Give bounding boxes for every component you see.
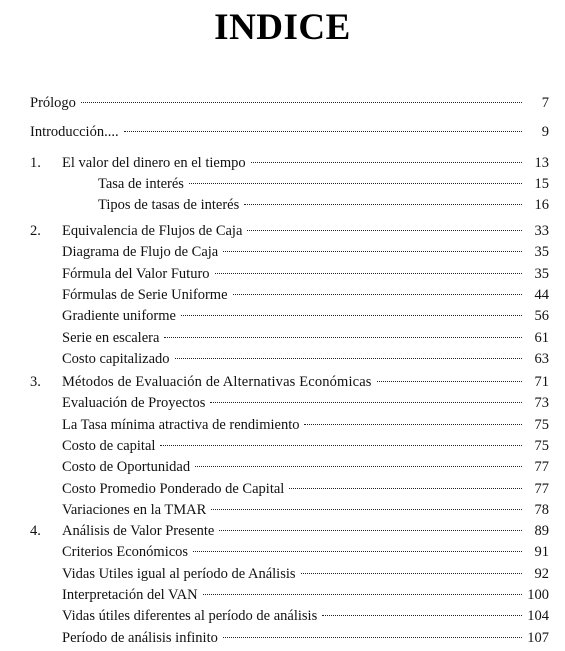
dot-leader: [203, 594, 522, 595]
dot-leader: [304, 424, 522, 425]
toc-entry: [62, 436, 549, 456]
toc-entry: [62, 328, 549, 348]
toc-entry-page: 77: [534, 459, 549, 476]
toc-entry-page: 56: [534, 308, 549, 325]
toc-entry: [62, 153, 549, 173]
toc-entry: [62, 221, 549, 241]
dot-leader: [244, 204, 522, 205]
toc-entry-page: 91: [534, 544, 549, 561]
chapter-number: 2.: [30, 223, 41, 239]
toc-entry-page: 35: [534, 244, 549, 261]
toc-entry-title: Variaciones en la TMAR: [62, 501, 207, 518]
toc-entry-page: 13: [534, 155, 549, 171]
toc-entry-page: 73: [534, 395, 549, 412]
dot-leader: [322, 615, 522, 616]
toc-entry: [62, 500, 549, 520]
dot-leader: [247, 230, 522, 231]
toc-entry: [62, 393, 549, 413]
toc-entry-page: 78: [534, 501, 549, 518]
dot-leader: [251, 162, 522, 163]
toc-entry-page: 33: [534, 223, 549, 239]
toc-entry: [62, 564, 549, 584]
toc-entry-title: Costo de capital: [62, 437, 156, 454]
toc-entry-title: Métodos de Evaluación de Alternativas Económicas: [62, 374, 372, 390]
toc-entry: [30, 93, 549, 113]
dot-leader: [81, 102, 522, 103]
dot-leader: [289, 488, 522, 489]
toc-entry-title: Diagrama de Flujo de Caja: [62, 244, 219, 261]
toc-entry-title: Evaluación de Proyectos: [62, 395, 206, 412]
toc-entry-page: 44: [534, 286, 549, 303]
toc-entry-page: 92: [534, 565, 549, 582]
toc-entry-title: Criterios Económicos: [62, 544, 189, 561]
toc-entry: [62, 606, 549, 626]
dot-leader: [189, 183, 522, 184]
dot-leader: [124, 131, 522, 132]
toc-entry: [62, 372, 549, 392]
dot-leader: [301, 573, 522, 574]
toc-entry-page: 107: [527, 629, 549, 646]
toc-entry-title: Fórmula del Valor Futuro: [62, 265, 210, 282]
toc-entry: [62, 628, 549, 648]
toc-entry-title: Vidas Utiles igual al período de Análisis: [62, 565, 296, 582]
toc-entry-title: Interpretación del VAN: [62, 586, 198, 603]
toc-entry-title: La Tasa mínima atractiva de rendimiento: [62, 416, 300, 433]
chapter-number: 1.: [30, 155, 41, 171]
toc-entry: [62, 542, 549, 562]
dot-leader: [215, 273, 522, 274]
dot-leader: [164, 337, 522, 338]
toc-entry-title: Serie en escalera: [62, 329, 160, 346]
chapter-number: 4.: [30, 523, 41, 539]
toc-entry-title: El valor del dinero en el tiempo: [62, 155, 246, 171]
toc-entry-title: Costo de Oportunidad: [62, 459, 191, 476]
toc-entry-title: Período de análisis infinito: [62, 629, 218, 646]
dot-leader: [233, 294, 522, 295]
toc-entry-page: 89: [534, 523, 549, 539]
toc-entry-title: Fórmulas de Serie Uniforme: [62, 286, 228, 303]
page-title: INDICE: [214, 7, 351, 48]
toc-entry: [62, 585, 549, 605]
toc-entry-page: 75: [534, 437, 549, 454]
toc-entry-title: Introducción....: [30, 124, 119, 140]
toc-entry: [30, 122, 549, 142]
toc-entry-page: 77: [534, 480, 549, 497]
dot-leader: [223, 251, 522, 252]
toc-entry-title: Equivalencia de Flujos de Caja: [62, 223, 243, 239]
toc-entry: [62, 349, 549, 369]
dot-leader: [210, 402, 522, 403]
toc-entry: [62, 264, 549, 284]
dot-leader: [175, 358, 522, 359]
toc-entry-page: 35: [534, 265, 549, 282]
dot-leader: [219, 530, 522, 531]
toc-entry-title: Tasa de interés: [98, 176, 184, 192]
toc-entry-page: 71: [534, 374, 549, 390]
toc-entry: [62, 242, 549, 262]
toc-entry: [62, 457, 549, 477]
toc-entry: [62, 285, 549, 305]
toc-entry-title: Gradiente uniforme: [62, 308, 176, 325]
toc-entry: [62, 479, 549, 499]
dot-leader: [223, 637, 522, 638]
toc-entry: [62, 521, 549, 541]
toc-entry-page: 75: [534, 416, 549, 433]
toc-entry-page: 16: [534, 197, 549, 213]
dot-leader: [377, 381, 522, 382]
dot-leader: [195, 466, 522, 467]
toc-entry-title: Prólogo: [30, 95, 76, 111]
toc-entry-title: Análisis de Valor Presente: [62, 523, 215, 539]
toc-entry-title: Vidas útiles diferentes al período de análisis: [62, 608, 318, 625]
toc-entry: [98, 174, 549, 194]
toc-entry-title: Costo capitalizado: [62, 350, 170, 367]
toc-entry-title: Costo Promedio Ponderado de Capital: [62, 480, 285, 497]
dot-leader: [160, 445, 522, 446]
dot-leader: [193, 551, 522, 552]
toc-entry: [62, 415, 549, 435]
toc-entry-page: 9: [541, 124, 549, 140]
toc-entry-page: 100: [527, 586, 549, 603]
dot-leader: [181, 315, 522, 316]
chapter-number: 3.: [30, 374, 41, 390]
toc-entry-page: 61: [534, 329, 549, 346]
toc-entry: [98, 195, 549, 215]
toc-entry-page: 104: [527, 608, 549, 625]
toc-entry-page: 15: [534, 176, 549, 192]
toc-entry-page: 7: [541, 95, 549, 111]
toc-entry-title: Tipos de tasas de interés: [98, 197, 240, 213]
toc-entry: [62, 306, 549, 326]
dot-leader: [211, 509, 522, 510]
toc-entry-page: 63: [534, 350, 549, 367]
